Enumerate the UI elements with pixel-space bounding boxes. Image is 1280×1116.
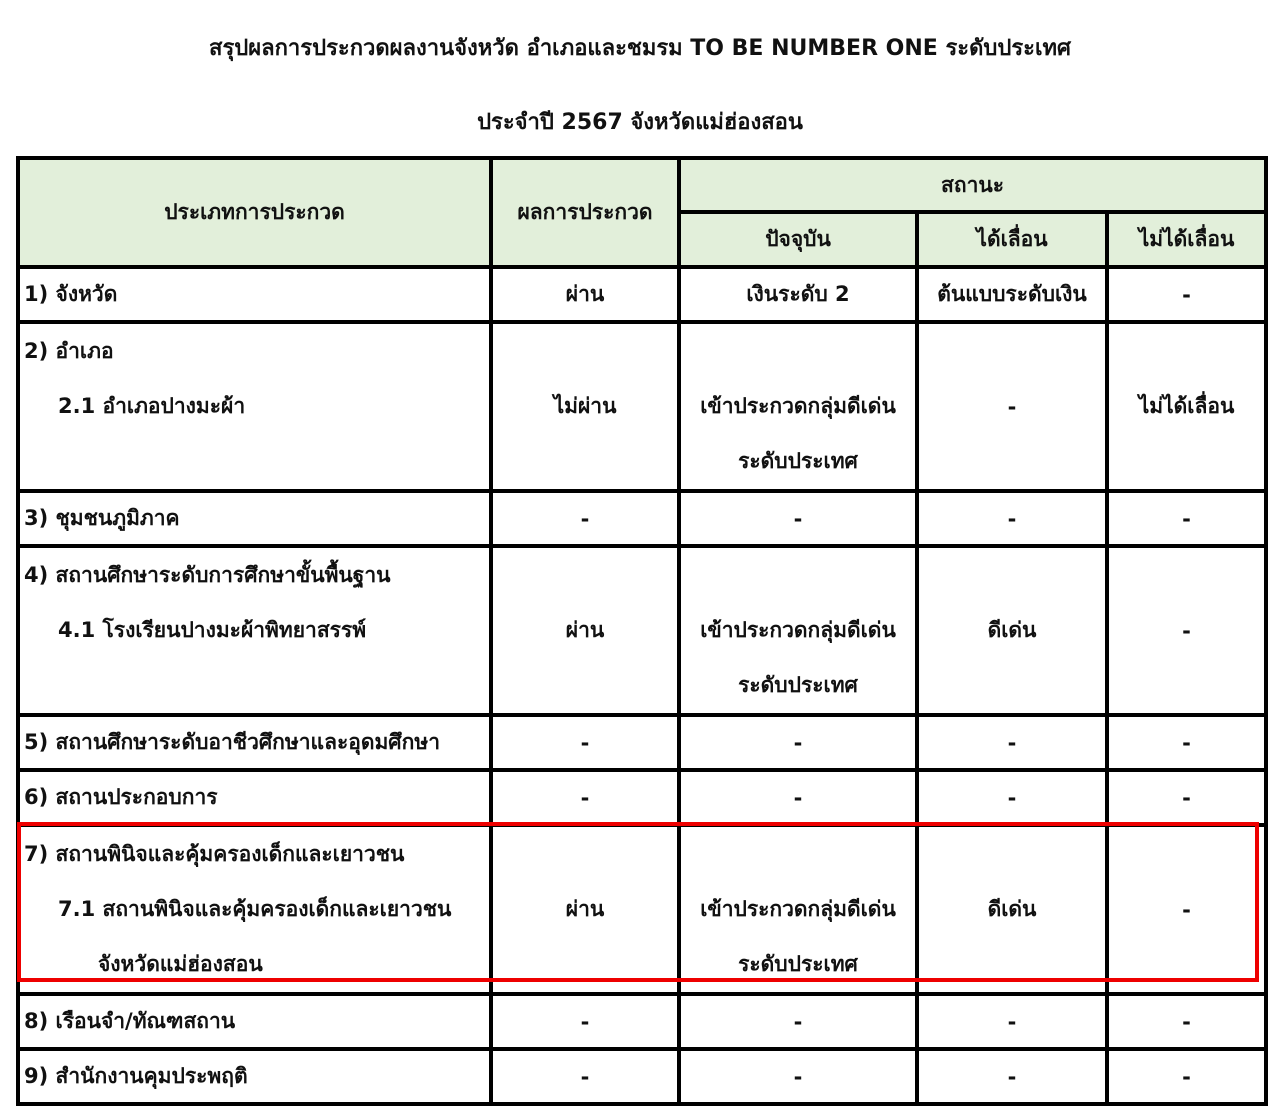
row-category — [18, 546, 491, 715]
row-subcategory-label: 7.1 สถานพินิจและคุ้มครองเด็กและเยาวชน — [58, 897, 452, 921]
row-spacer — [681, 827, 915, 882]
row-not-promoted: - — [1107, 994, 1266, 1049]
results-table — [16, 156, 1268, 1106]
row-result: ผ่าน — [491, 267, 679, 322]
header-category: ประเภทการประกวด — [18, 158, 491, 267]
row-current — [679, 825, 917, 994]
row-promoted: - — [917, 491, 1107, 546]
row-subcategory-label: 2.1 อำเภอปางมะผ้า — [58, 394, 246, 418]
header-promoted: ได้เลื่อน — [917, 212, 1107, 267]
row-result: ผ่าน — [491, 825, 679, 994]
row-promoted: - — [917, 770, 1107, 825]
row-subcategory-label: 4.1 โรงเรียนปางมะผ้าพิทยาสรรพ์ — [58, 618, 367, 642]
row-category: 6) สถานประกอบการ — [18, 770, 491, 825]
row-not-promoted: - — [1107, 491, 1266, 546]
row-current — [679, 546, 917, 715]
table-row — [18, 322, 1266, 491]
table-row — [18, 994, 1266, 1049]
row-category: 8) เรือนจำ/ทัณฑสถาน — [18, 994, 491, 1049]
row-result: - — [491, 994, 679, 1049]
row-current: เงินระดับ 2 — [679, 267, 917, 322]
row-category: 3) ชุมชนภูมิภาค — [18, 491, 491, 546]
row-spacer — [24, 434, 489, 489]
row-category-label: 7) สถานพินิจและคุ้มครองเด็กและเยาวชน — [24, 842, 405, 866]
row-not-promoted: - — [1107, 770, 1266, 825]
row-category-label: 2) อำเภอ — [24, 339, 114, 363]
row-spacer — [681, 548, 915, 603]
table-row — [18, 770, 1266, 825]
row-current: - — [679, 715, 917, 770]
row-result: - — [491, 1049, 679, 1104]
row-current — [679, 322, 917, 491]
row-spacer — [681, 324, 915, 379]
row-promoted: - — [917, 994, 1107, 1049]
table-row — [18, 715, 1266, 770]
row-current-line2: ระดับประเทศ — [738, 673, 858, 697]
row-current: - — [679, 491, 917, 546]
header-not-promoted: ไม่ได้เลื่อน — [1107, 212, 1266, 267]
row-category-label: 4) สถานศึกษาระดับการศึกษาขั้นพื้นฐาน — [24, 563, 391, 587]
row-not-promoted: - — [1107, 715, 1266, 770]
document-subtitle: ประจำปี 2567 จังหวัดแม่ฮ่องสอน — [477, 110, 803, 135]
row-promoted: ดีเด่น — [917, 825, 1107, 994]
row-result: ไม่ผ่าน — [491, 322, 679, 491]
row-current-line2: ระดับประเทศ — [738, 952, 858, 976]
row-current: - — [679, 1049, 917, 1104]
row-current-line2: ระดับประเทศ — [738, 449, 858, 473]
table-row — [18, 491, 1266, 546]
row-not-promoted: - — [1107, 546, 1266, 715]
document-title: สรุปผลการประกวดผลงานจังหวัด อำเภอและชมรม TO BE NUMBER ONE ระดับประเทศ — [209, 36, 1071, 61]
row-result: - — [491, 715, 679, 770]
row-current-line1: เข้าประกวดกลุ่มดีเด่น — [700, 618, 896, 642]
table-row — [18, 546, 1266, 715]
row-category — [18, 322, 491, 491]
row-subcategory-label-cont: จังหวัดแม่ฮ่องสอน — [98, 952, 263, 976]
table-row — [18, 1049, 1266, 1104]
header-status: สถานะ — [679, 158, 1266, 212]
header-row — [18, 158, 1266, 212]
row-result: - — [491, 491, 679, 546]
row-promoted: - — [917, 1049, 1107, 1104]
header-current: ปัจจุบัน — [679, 212, 917, 267]
row-promoted: - — [917, 715, 1107, 770]
row-not-promoted: - — [1107, 825, 1266, 994]
row-current-line1: เข้าประกวดกลุ่มดีเด่น — [700, 394, 896, 418]
header-result: ผลการประกวด — [491, 158, 679, 267]
row-not-promoted: - — [1107, 267, 1266, 322]
row-category: 5) สถานศึกษาระดับอาชีวศึกษาและอุดมศึกษา — [18, 715, 491, 770]
table-row-highlighted — [18, 825, 1266, 994]
row-current: - — [679, 770, 917, 825]
row-category: 9) สำนักงานคุมประพฤติ — [18, 1049, 491, 1104]
row-current-line1: เข้าประกวดกลุ่มดีเด่น — [700, 897, 896, 921]
row-spacer — [24, 658, 489, 713]
row-promoted: ดีเด่น — [917, 546, 1107, 715]
row-promoted: ต้นแบบระดับเงิน — [917, 267, 1107, 322]
row-not-promoted: - — [1107, 1049, 1266, 1104]
row-category: 1) จังหวัด — [18, 267, 491, 322]
row-not-promoted: ไม่ได้เลื่อน — [1107, 322, 1266, 491]
row-category — [18, 825, 491, 994]
row-result: ผ่าน — [491, 546, 679, 715]
row-current: - — [679, 994, 917, 1049]
row-result: - — [491, 770, 679, 825]
table-row — [18, 267, 1266, 322]
row-promoted: - — [917, 322, 1107, 491]
